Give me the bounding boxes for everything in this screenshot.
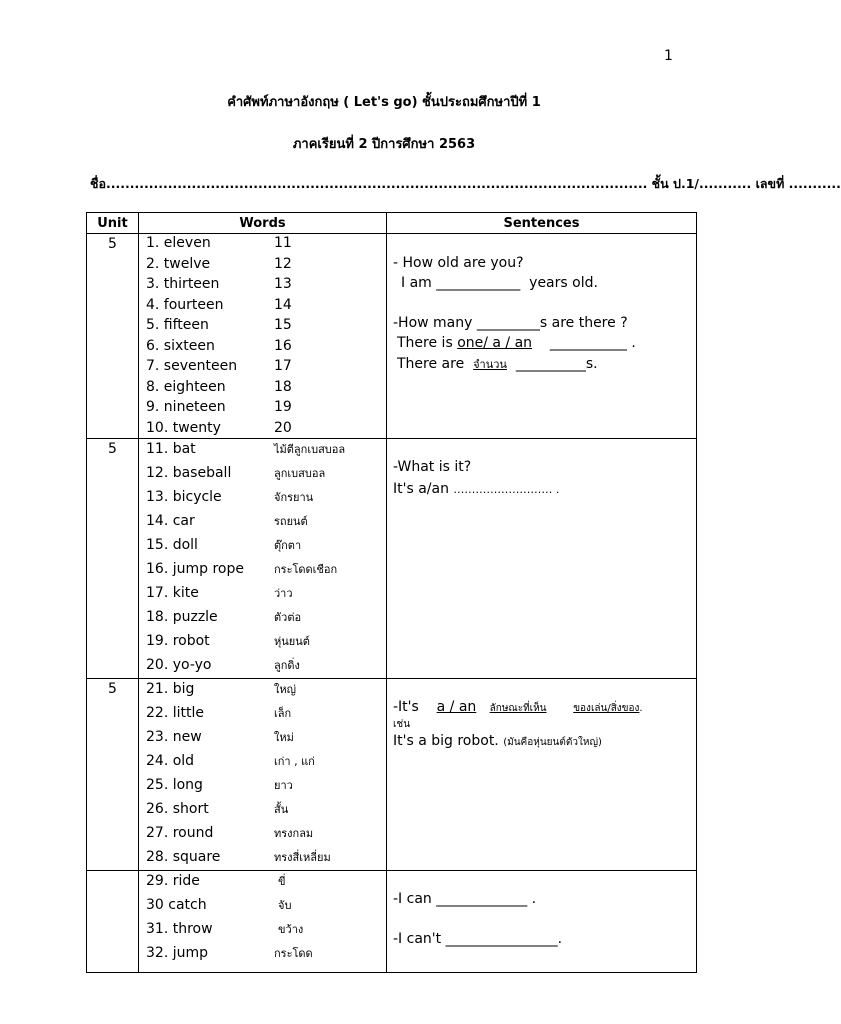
word-thai: กระโดดเชือก <box>274 562 338 576</box>
semester-subtitle: ภาคเรียนที่ 2 ปีการศึกษา 2563 <box>292 137 476 152</box>
sentence-line: -What is it? <box>393 458 472 475</box>
word-item <box>139 608 386 632</box>
word-number: 15 <box>274 317 292 333</box>
word-item <box>139 800 386 824</box>
page-number: 1 <box>664 48 673 64</box>
word-item <box>139 848 386 870</box>
word-thai: ทรงสี่เหลี่ยม <box>274 850 331 864</box>
word-thai: ใหม่ <box>274 730 294 744</box>
word-thai: ทรงกลม <box>274 826 314 840</box>
word-english: 10. twenty <box>146 419 221 436</box>
word-number: 16 <box>274 337 292 354</box>
word-english: 17. kite <box>146 584 199 601</box>
word-number: 18 <box>274 378 292 395</box>
word-thai: จักรยาน <box>274 490 314 504</box>
word-thai: ใหญ่ <box>274 682 296 696</box>
word-thai: เล็ก <box>274 706 292 720</box>
word-english: 1. eleven <box>146 235 211 251</box>
word-thai: ขี่ <box>278 874 286 888</box>
sentence-hint: จำนวน <box>473 358 507 371</box>
word-thai: ว่าว <box>274 586 293 600</box>
word-item <box>139 420 386 438</box>
header-sentences: Sentences <box>387 213 697 234</box>
sentence-text: years old. <box>529 275 598 291</box>
word-english: 18. puzzle <box>146 608 218 625</box>
word-thai: รถยนต์ <box>274 514 308 528</box>
sentence-text: -It's <box>393 698 419 715</box>
word-item <box>139 399 386 420</box>
word-item <box>139 358 386 379</box>
header-unit: Unit <box>87 213 139 234</box>
word-item <box>139 776 386 800</box>
sentence-line <box>393 481 696 503</box>
word-item <box>139 656 386 678</box>
word-english: 31. throw <box>146 920 213 937</box>
word-item <box>139 256 386 277</box>
word-english: 4. fourteen <box>146 296 224 313</box>
word-item <box>139 752 386 776</box>
table-row <box>87 870 697 972</box>
sentence-translation: (มันคือหุ่นยนต์ตัวใหญ่) <box>503 736 602 748</box>
sentence-text: . <box>639 702 643 714</box>
word-english: 6. sixteen <box>146 337 215 354</box>
word-thai: กระโดด <box>274 946 313 960</box>
word-number: 20 <box>274 419 292 436</box>
word-english: 28. square <box>146 848 221 865</box>
word-item <box>139 276 386 297</box>
word-item <box>139 536 386 560</box>
sentence-line: -I can't ________________. <box>393 930 563 947</box>
document-title: คำศัพท์ภาษาอังกฤษ ( Let's go) ชั้นประถมศึกษาปีที่ 1 <box>227 95 541 110</box>
sentence-line <box>393 335 696 355</box>
word-english: 20. yo-yo <box>146 656 212 673</box>
sentence-line <box>393 699 696 717</box>
sentence-blank: ……………………… . <box>453 482 560 496</box>
word-item <box>139 920 386 944</box>
vocabulary-table <box>86 212 697 973</box>
word-english: 8. eighteen <box>146 378 226 395</box>
table-row <box>87 678 697 870</box>
words-cell <box>139 234 387 439</box>
sentences-cell <box>387 234 697 439</box>
word-item <box>139 680 386 704</box>
word-english: 3. thirteen <box>146 276 220 292</box>
word-english: 11. bat <box>146 440 196 457</box>
word-item <box>139 440 386 464</box>
unit-cell: 5 <box>87 234 139 439</box>
word-item <box>139 488 386 512</box>
unit-cell <box>87 870 139 972</box>
unit-cell: 5 <box>87 438 139 678</box>
sentence-line <box>393 355 696 375</box>
word-thai: ขว้าง <box>278 922 304 936</box>
sentence-choice: a / an <box>436 698 477 715</box>
sentences-cell <box>387 870 697 972</box>
student-name-line: ชื่อ.................................................................................................................. ชั้น ป.1/........... เลขที่ ........... <box>90 176 841 191</box>
sentence-hint: ของเล่น/สิ่งของ <box>573 702 640 714</box>
word-item <box>139 338 386 359</box>
word-item <box>139 632 386 656</box>
sentence-blank: __________s. <box>515 356 598 372</box>
sentences-cell <box>387 438 697 678</box>
word-english: 13. bicycle <box>146 488 222 505</box>
word-english: 21. big <box>146 680 195 697</box>
word-item <box>139 584 386 608</box>
word-item <box>139 560 386 584</box>
word-english: 14. car <box>146 512 195 529</box>
words-cell <box>139 870 387 972</box>
word-item <box>139 728 386 752</box>
sentence-line <box>393 733 696 753</box>
word-item <box>139 872 386 896</box>
words-cell <box>139 678 387 870</box>
word-english: 32. jump <box>146 944 209 961</box>
sentence-line <box>393 275 696 315</box>
sentence-line: -I can _____________ . <box>393 890 537 907</box>
sentence-text: It's a/an <box>393 480 449 497</box>
word-number: 12 <box>274 255 292 272</box>
words-cell <box>139 438 387 678</box>
sentence-blank: ___________ . <box>549 335 636 351</box>
word-english: 9. nineteen <box>146 399 226 415</box>
header-words: Words <box>139 213 387 234</box>
word-english: 25. long <box>146 776 203 793</box>
table-row <box>87 438 697 678</box>
word-english: 29. ride <box>146 872 200 889</box>
word-english: 27. round <box>146 824 214 841</box>
word-english: 22. little <box>146 704 204 721</box>
word-item <box>139 297 386 318</box>
sentence-text: It's a big robot. <box>393 732 499 749</box>
word-english: 2. twelve <box>146 255 211 272</box>
table-row <box>87 234 697 439</box>
word-thai: ลูกดิ่ง <box>274 658 300 672</box>
sentence-text: There is <box>397 335 453 351</box>
word-item <box>139 464 386 488</box>
word-thai: ตุ๊กตา <box>274 538 302 552</box>
word-item <box>139 235 386 256</box>
word-number: 14 <box>274 296 292 313</box>
word-thai: ตัวต่อ <box>274 610 302 624</box>
word-thai: ลูกเบสบอล <box>274 466 326 480</box>
table-header-row <box>87 213 697 234</box>
sentences-cell <box>387 678 697 870</box>
word-number: 11 <box>274 235 292 251</box>
sentence-text: I am ____________ <box>401 275 521 291</box>
word-item <box>139 944 386 968</box>
sentence-text: There are <box>397 356 465 372</box>
word-english: 7. seventeen <box>146 358 238 374</box>
sentence-line: - How old are you? <box>393 255 524 271</box>
word-thai: สั้น <box>274 802 289 816</box>
word-thai: จับ <box>278 898 292 912</box>
unit-cell: 5 <box>87 678 139 870</box>
word-thai: ยาว <box>274 778 293 792</box>
word-item <box>139 379 386 400</box>
word-number: 19 <box>274 399 292 415</box>
word-english: 26. short <box>146 800 209 817</box>
word-item <box>139 704 386 728</box>
word-thai: หุ่นยนต์ <box>274 634 310 648</box>
word-english: 23. new <box>146 728 202 745</box>
word-english: 19. robot <box>146 632 210 649</box>
word-english: 15. doll <box>146 536 198 553</box>
sentence-line: เช่น <box>393 718 411 730</box>
sentence-choice: one/ a / an <box>457 335 533 351</box>
sentence-line: -How many _________s are there ? <box>393 315 628 331</box>
word-thai: เก่า , แก่ <box>274 754 315 768</box>
word-number: 17 <box>274 358 292 374</box>
word-thai: ไม้ตีลูกเบสบอล <box>274 442 346 456</box>
word-number: 13 <box>274 276 292 292</box>
sentence-hint: ลักษณะที่เห็น <box>489 702 547 714</box>
word-item <box>139 896 386 920</box>
word-item <box>139 317 386 338</box>
word-item <box>139 512 386 536</box>
word-item <box>139 824 386 848</box>
word-english: 16. jump rope <box>146 560 244 577</box>
word-english: 5. fifteen <box>146 317 209 333</box>
word-english: 12. baseball <box>146 464 232 481</box>
word-english: 30 catch <box>146 896 207 913</box>
word-english: 24. old <box>146 752 195 769</box>
